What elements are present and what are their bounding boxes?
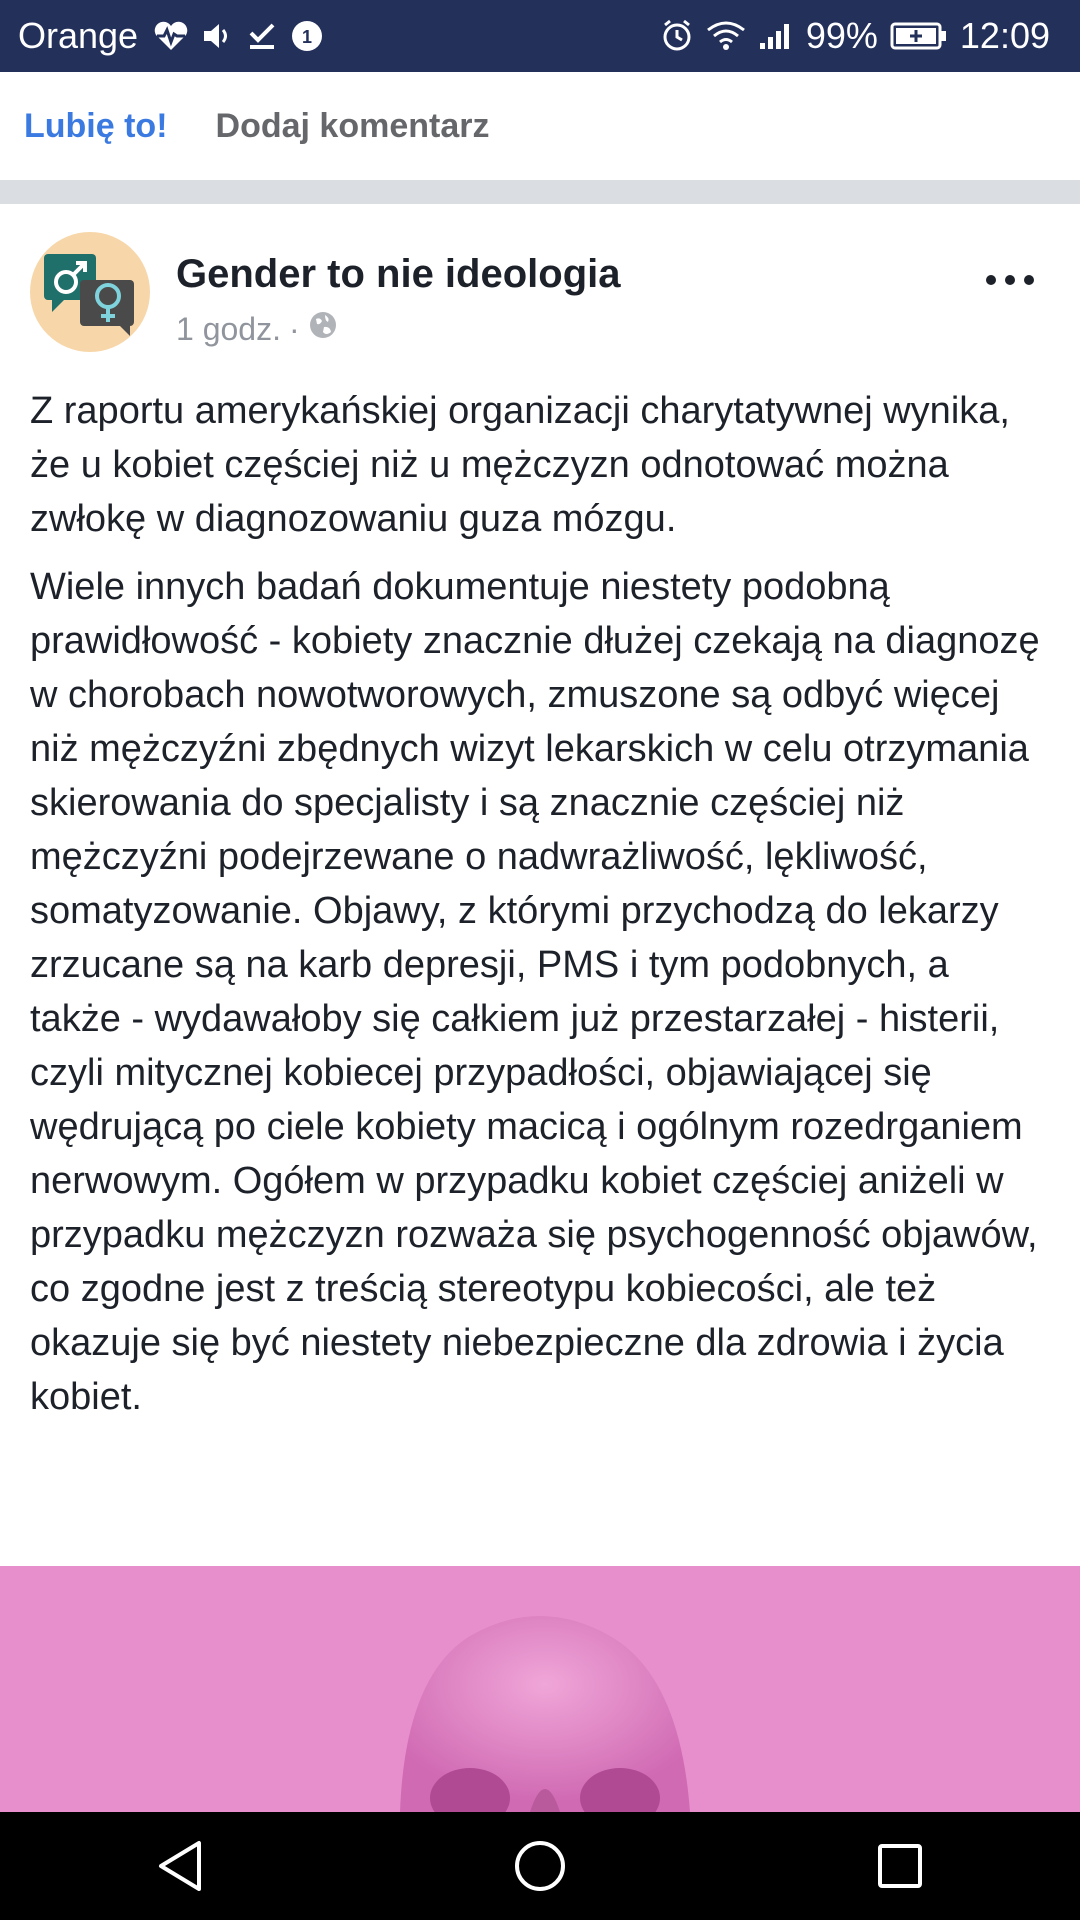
avatar[interactable] [30, 232, 150, 352]
gender-symbols-icon [30, 232, 150, 352]
download-done-icon [246, 21, 278, 51]
battery-icon [890, 21, 948, 51]
post-paragraph-1: Z raportu amerykańskiej organizacji charytatywnej wynika, że u kobiet częściej niż u mężczyzn odnotować można zwłokę w diagnozowaniu guza mózgu. [30, 390, 1010, 540]
carrier-label: Orange [18, 15, 139, 56]
post-image[interactable] [0, 1566, 1080, 1812]
post-actions-bar [0, 72, 1080, 180]
status-bar [0, 0, 1080, 72]
recents-button[interactable] [840, 1816, 960, 1916]
notification-badge-icon [290, 19, 324, 53]
navigation-bar [0, 1812, 1080, 1920]
battery-percentage: 99% [805, 15, 878, 56]
clock: 12:09 [959, 15, 1050, 56]
home-button[interactable] [480, 1816, 600, 1916]
feed-separator [0, 180, 1080, 204]
back-triangle-icon [155, 1839, 205, 1893]
wifi-icon [706, 20, 746, 52]
post-time[interactable]: 1 godz. [176, 310, 281, 347]
volume-icon [202, 21, 234, 51]
meta-separator: · [288, 310, 300, 347]
back-button[interactable] [120, 1816, 240, 1916]
post-header [30, 232, 1050, 352]
home-circle-icon [513, 1839, 567, 1893]
heart-monitor-icon [152, 20, 190, 52]
post-author[interactable]: Gender to nie ideologia [176, 252, 621, 296]
skull-image [0, 1566, 1080, 1812]
post-paragraph-2: Wiele innych badań dokumentuje niestety podobną prawidłowość - kobiety znacznie dłużej czekają na diagnozę w chorobach nowotworowych, zmuszone są odbyć więcej niż mężczyźni zbędnych wizyt lekarskich w celu otrzymania skierowania do specjalisty i są znacznie częściej niż mężczyźni podejrzewane o nadwrażliwość, lękliwość, somatyzowanie. Objawy, z którymi przychodzą do lekarzy zrzucane są na karb depresji, PMS i tym podobnych, a także - wydawałoby się całkiem już przestarzałej - histerii, czyli mitycznej kobiecej przypadłości, objawiającej się wędrującą po ciele kobiety macicą i ogólnym rozedrganiem nerwowym. Ogółem w przypadku kobiet częściej aniżeli w przypadku mężczyzn rozważa się psychogenność objawów, co zgodne jest z treścią stereotypu kobiecości, ale też okazuje się być niestety niebezpieczne dla zdrowia i życia kobiet. [30, 566, 1040, 1418]
svg-text:1: 1 [302, 27, 313, 47]
post-text [30, 384, 1050, 1438]
globe-icon [308, 310, 338, 348]
more-options-icon[interactable] [970, 260, 1050, 300]
signal-icon [758, 21, 794, 51]
post-card [0, 204, 1080, 1566]
alarm-icon [660, 19, 694, 53]
like-button[interactable]: Lubię to! [24, 106, 168, 145]
add-comment-button[interactable]: Dodaj komentarz [215, 106, 490, 145]
post-meta [176, 310, 338, 348]
recents-square-icon [875, 1841, 925, 1891]
